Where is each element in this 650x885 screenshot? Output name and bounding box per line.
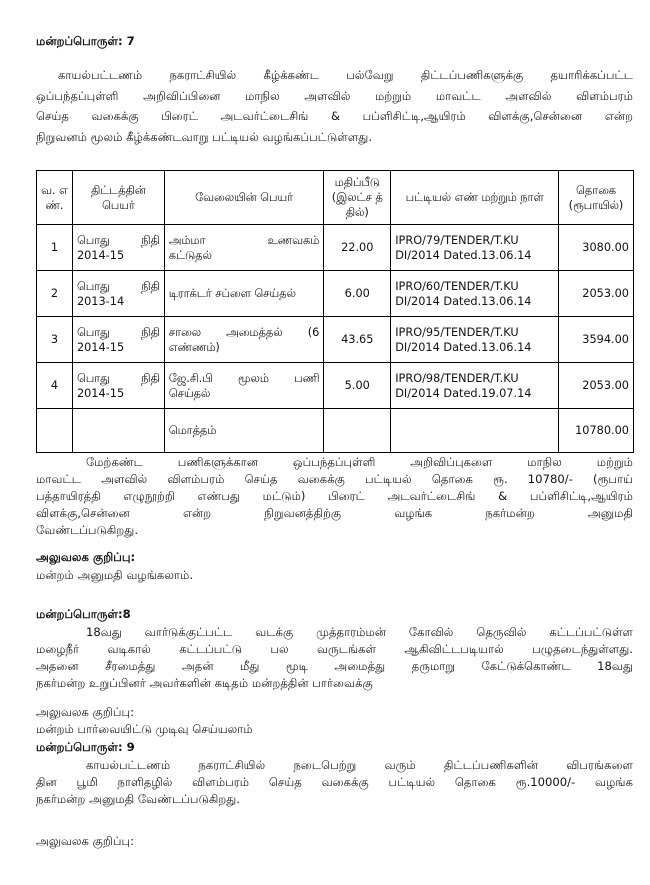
row-ref bbox=[391, 363, 559, 409]
row-scheme-line: பொது நிதி bbox=[76, 233, 160, 247]
row-scheme-line: பொது நிதி bbox=[76, 279, 160, 293]
item8-line-2: மழைநீர் வடிகால் கட்டப்பட்டு பல வருடங்கள் ஆகிவிட்டபடியால் பழுதடைந்துள்ளது. bbox=[36, 642, 633, 656]
table-total-row bbox=[37, 409, 634, 453]
row-serial: 2 bbox=[37, 271, 73, 317]
row-amount: 3080.00 bbox=[559, 225, 634, 271]
row-scheme-year: 2014-15 bbox=[76, 340, 125, 354]
item7-paragraph bbox=[36, 65, 633, 147]
item7-request-line-1: மேற்கண்ட பணிகளுக்கான ஒப்பந்தப்புள்ளி அறிவிப்புகளை மாநில மற்றும் bbox=[86, 455, 633, 469]
item7-request-line-3: பத்தாயிரத்தி எழுநூற்றி எண்பது மட்டும்) பிரைட் அடவர்ட்டைசிங் & பப்ளிசிட்டி,ஆயிரம் bbox=[36, 489, 633, 503]
item7-line-2: ஒப்பந்தப்புள்ளி அறிவிப்பினை மாநில அளவில் மற்றும் மாவட்ட அளவில் விளம்பரம் bbox=[36, 88, 633, 103]
item8-line-3: அதனை சீரமைத்து அதன் மீது மூடி அமைத்து தருமாறு கேட்டுக்கொண்ட 18வது bbox=[36, 659, 633, 673]
header-work-name: வேலையின் பெயர் bbox=[164, 171, 324, 225]
row-ref-line: DI/2014 Dated.13.06.14 bbox=[395, 294, 532, 308]
row-estimate: 43.65 bbox=[324, 317, 391, 363]
item9-line-1: காயல்பட்டணம் நகராட்சியில் நடைபெற்று வரும் திட்டப்பணிகளின் விபரங்களை bbox=[86, 758, 633, 772]
row-scheme-year: 2013-14 bbox=[76, 294, 125, 308]
total-empty-cell bbox=[391, 409, 559, 453]
item8-paragraph bbox=[36, 624, 633, 692]
total-empty-cell bbox=[72, 409, 164, 453]
table-row bbox=[37, 271, 634, 317]
table-row bbox=[37, 363, 634, 409]
header-estimate: மதிப்பீடு (இலட்ச த் தில்) bbox=[324, 171, 391, 225]
row-ref-line: IPRO/95/TENDER/T.KU bbox=[395, 325, 519, 339]
row-work bbox=[164, 363, 324, 409]
row-serial: 4 bbox=[37, 363, 73, 409]
row-scheme-line: பொது நிதி bbox=[76, 371, 160, 385]
row-scheme-year: 2014-15 bbox=[76, 248, 125, 262]
total-empty-cell bbox=[324, 409, 391, 453]
row-ref-line: IPRO/98/TENDER/T.KU bbox=[395, 371, 519, 385]
row-scheme bbox=[72, 271, 164, 317]
tender-table bbox=[36, 170, 634, 453]
item7-heading: மன்றப்பொருள்: 7 bbox=[36, 34, 135, 48]
row-ref-line: DI/2014 Dated.19.07.14 bbox=[395, 386, 532, 400]
item8-line-4: நகர்மன்ற உறுப்பினர் அவர்களின் கடிதம் மன்றத்தின் பார்வைக்கு bbox=[36, 676, 373, 690]
header-bill-ref: பட்டியல் எண் மற்றும் நாள் bbox=[391, 171, 559, 225]
row-work-line: எண்ணம்) bbox=[168, 340, 220, 354]
header-serial-no: வ. எ ண். bbox=[37, 171, 73, 225]
row-estimate: 5.00 bbox=[324, 363, 391, 409]
item8-office-note-label: அலுவலக குறிப்பு: bbox=[36, 705, 135, 719]
item7-request-line-4: விளக்கு,சென்னை என்ற நிறுவனத்திற்கு வழங்க நகர்மன்ற அனுமதி bbox=[36, 506, 633, 520]
row-work-line: சாலை அமைத்தல் (6 bbox=[168, 325, 320, 339]
row-ref bbox=[391, 225, 559, 271]
item7-line-3: செய்த வகைக்கு பிரைட் அடவர்ட்டைசிங் & பப்ளிசிட்டி,ஆயிரம் விளக்கு,சென்னை என்ற bbox=[36, 109, 633, 123]
row-scheme bbox=[72, 225, 164, 271]
row-serial: 3 bbox=[37, 317, 73, 363]
item9-office-note-label: அலுவலக குறிப்பு: bbox=[36, 834, 135, 848]
row-work bbox=[164, 317, 324, 363]
table-row bbox=[37, 317, 634, 363]
row-ref-line: DI/2014 Dated.13.06.14 bbox=[395, 340, 532, 354]
row-estimate: 22.00 bbox=[324, 225, 391, 271]
row-work bbox=[164, 225, 324, 271]
item9-heading: மன்றப்பொருள்: 9 bbox=[36, 740, 135, 754]
row-scheme bbox=[72, 317, 164, 363]
item7-office-note-label: அலுவலக குறிப்பு: bbox=[36, 550, 136, 564]
row-work-line: ஜே.சி.பி மூலம் பணி bbox=[168, 371, 320, 385]
item7-request bbox=[36, 454, 633, 539]
table-header-row bbox=[37, 171, 634, 225]
total-empty-cell bbox=[37, 409, 73, 453]
item8-line-1: 18வது வார்டுக்குட்பட்ட வடக்கு முத்தாரம்மன் கோவில் தெருவில் கட்டப்பட்டுள்ள bbox=[86, 625, 633, 639]
table-row bbox=[37, 225, 634, 271]
row-ref-line: IPRO/79/TENDER/T.KU bbox=[395, 233, 519, 247]
row-serial: 1 bbox=[37, 225, 73, 271]
total-amount: 10780.00 bbox=[559, 409, 634, 453]
row-scheme bbox=[72, 363, 164, 409]
item8-heading: மன்றப்பொருள்:8 bbox=[36, 607, 131, 621]
row-amount: 2053.00 bbox=[559, 363, 634, 409]
row-estimate: 6.00 bbox=[324, 271, 391, 317]
row-ref bbox=[391, 317, 559, 363]
header-scheme-name: திட்டத்தின் பெயர் bbox=[72, 171, 164, 225]
item7-office-note: மன்றம் அனுமதி வழங்கலாம். bbox=[36, 568, 194, 582]
row-work-line: டிராக்டர் சப்ளை செய்தல் bbox=[168, 287, 296, 300]
item8-office-note: மன்றம் பார்வையிட்டு முடிவு செய்யலாம் bbox=[36, 722, 253, 736]
row-work-line: அம்மா உணவகம் bbox=[168, 233, 320, 247]
row-work-line: செய்தல் bbox=[168, 386, 211, 400]
header-amount: தொகை (ரூபாயில்) bbox=[559, 171, 634, 225]
item7-request-line-2: மாவட்ட அளவில் விளம்பரம் செய்த வகைக்கு பட்டியல் தொகை ரூ. 10780/- (ரூபாய் bbox=[36, 472, 633, 486]
row-ref bbox=[391, 271, 559, 317]
item7-line-1: காயல்பட்டணம் நகராட்சியில் கீழ்க்கண்ட பல்வேறு திட்டப்பணிகளுக்கு தயாரிக்கப்பட்ட bbox=[58, 68, 633, 82]
item9-paragraph bbox=[36, 757, 633, 808]
row-ref-line: IPRO/60/TENDER/T.KU bbox=[395, 279, 519, 293]
row-amount: 3594.00 bbox=[559, 317, 634, 363]
row-scheme-line: பொது நிதி bbox=[76, 325, 160, 339]
row-work bbox=[164, 271, 324, 317]
row-scheme-year: 2014-15 bbox=[76, 386, 125, 400]
row-ref-line: DI/2014 Dated.13.06.14 bbox=[395, 248, 532, 262]
item9-line-3: நகர்மன்ற அனுமதி வேண்டப்படுகிறது. bbox=[36, 792, 240, 806]
row-amount: 2053.00 bbox=[559, 271, 634, 317]
total-label: மொத்தம் bbox=[164, 409, 324, 453]
item9-line-2: தின பூமி நாளிதழில் விளம்பரம் செய்த வகைக்கு பட்டியல் தொகை ரூ.10000/- வழங்க bbox=[36, 775, 633, 789]
row-work-line: கட்டுதல் bbox=[168, 248, 212, 262]
item7-request-line-5: வேண்டப்படுகிறது. bbox=[36, 523, 139, 537]
item7-line-4: நிறுவனம் மூலம் கீழ்க்கண்டவாறு பட்டியல் வழங்கப்பட்டுள்ளது. bbox=[36, 129, 373, 144]
